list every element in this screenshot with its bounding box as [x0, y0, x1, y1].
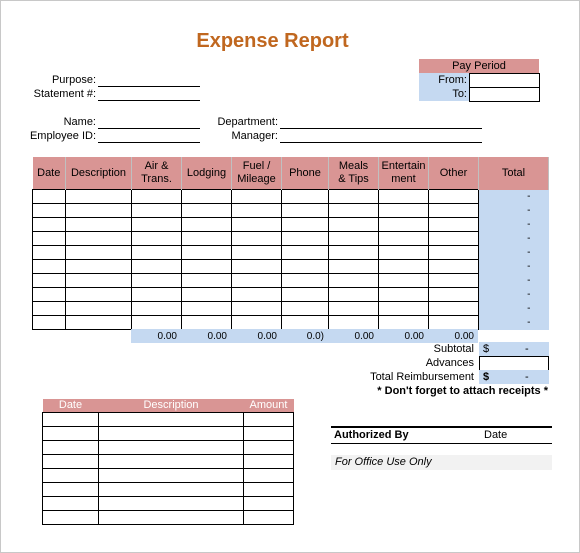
table-cell[interactable] [282, 246, 329, 260]
authorization-date-label: Date [484, 429, 508, 441]
department-field[interactable] [280, 115, 482, 129]
advances-row [43, 469, 294, 483]
reimbursement-cell [479, 370, 549, 384]
blank-cell [65, 329, 131, 343]
advances-cell[interactable] [43, 455, 99, 469]
table-cell[interactable] [232, 288, 282, 302]
table-row [33, 302, 549, 316]
advances-cell[interactable] [244, 427, 294, 441]
advances-row [43, 511, 294, 525]
column-header: Meals & Tips [329, 157, 379, 190]
subtotal-value: - [525, 343, 529, 355]
table-cell[interactable] [329, 274, 379, 288]
table-cell[interactable] [132, 274, 182, 288]
advances-header-row [43, 399, 294, 413]
pay-period-to-label: To: [419, 87, 469, 101]
column-total-cell: 0.00 [378, 329, 428, 343]
table-cell[interactable] [182, 232, 232, 246]
table-cell[interactable] [379, 190, 429, 204]
table-cell[interactable] [282, 274, 329, 288]
table-cell[interactable] [182, 260, 232, 274]
employee-id-field[interactable] [98, 129, 200, 143]
table-cell[interactable] [232, 316, 282, 330]
row-total-cell: - [479, 190, 549, 204]
column-total-cell: 0.00 [328, 329, 378, 343]
advances-cell[interactable] [99, 483, 244, 497]
advances-cell[interactable] [99, 427, 244, 441]
column-header: Description [66, 157, 132, 190]
table-row [33, 204, 549, 218]
reimbursement-label: Total Reimbursement [370, 371, 474, 383]
column-header: Fuel / Mileage [232, 157, 282, 190]
row-total-cell: - [479, 260, 549, 274]
table-cell[interactable] [232, 260, 282, 274]
advances-cell[interactable] [244, 455, 294, 469]
advances-cell[interactable] [244, 497, 294, 511]
table-cell[interactable] [379, 316, 429, 330]
table-cell[interactable] [132, 246, 182, 260]
advances-cell[interactable] [99, 469, 244, 483]
name-field[interactable] [98, 115, 200, 129]
table-cell[interactable] [33, 190, 66, 204]
advances-label: Advances [425, 357, 474, 369]
table-cell[interactable] [429, 190, 479, 204]
table-cell[interactable] [66, 218, 132, 232]
office-use-label: For Office Use Only [335, 456, 432, 468]
table-cell[interactable] [282, 316, 329, 330]
advances-row [43, 483, 294, 497]
table-cell[interactable] [329, 260, 379, 274]
table-cell[interactable] [379, 274, 429, 288]
advances-cell[interactable] [43, 469, 99, 483]
authorized-by-label: Authorized By [334, 429, 409, 441]
advances-cell[interactable] [244, 511, 294, 525]
table-cell[interactable] [329, 288, 379, 302]
advances-cell[interactable] [244, 469, 294, 483]
row-total-cell: - [479, 204, 549, 218]
table-cell[interactable] [132, 190, 182, 204]
advances-field[interactable] [479, 356, 549, 371]
advances-cell[interactable] [43, 441, 99, 455]
table-row [33, 232, 549, 246]
column-total-cell: 0.00 [231, 329, 281, 343]
pay-period-to-field[interactable] [469, 87, 540, 102]
table-cell[interactable] [66, 246, 132, 260]
page-title: Expense Report [196, 30, 349, 52]
column-totals-table [32, 329, 478, 343]
pay-period-header: Pay Period [419, 59, 539, 73]
table-cell[interactable] [132, 288, 182, 302]
table-cell[interactable] [66, 204, 132, 218]
table-cell[interactable] [33, 232, 66, 246]
statement-field[interactable] [98, 87, 200, 101]
table-cell[interactable] [282, 288, 329, 302]
table-cell[interactable] [66, 274, 132, 288]
advances-column-header: Amount [244, 399, 294, 413]
advances-cell[interactable] [43, 483, 99, 497]
table-row [33, 218, 549, 232]
table-cell[interactable] [429, 232, 479, 246]
table-cell[interactable] [33, 260, 66, 274]
table-cell[interactable] [282, 190, 329, 204]
reimbursement-currency: $ [483, 371, 490, 383]
advances-row [43, 441, 294, 455]
office-use-band [331, 455, 552, 470]
advances-row [43, 427, 294, 441]
table-cell[interactable] [329, 204, 379, 218]
expense-body [33, 190, 549, 330]
table-cell[interactable] [379, 218, 429, 232]
table-cell[interactable] [329, 218, 379, 232]
column-header: Phone [282, 157, 329, 190]
table-cell[interactable] [33, 274, 66, 288]
table-cell[interactable] [429, 204, 479, 218]
column-header: Date [33, 157, 66, 190]
table-cell[interactable] [282, 260, 329, 274]
table-cell[interactable] [429, 288, 479, 302]
department-label: Department: [217, 116, 278, 128]
table-cell[interactable] [182, 190, 232, 204]
table-cell[interactable] [232, 232, 282, 246]
purpose-label: Purpose: [51, 74, 96, 86]
advances-cell[interactable] [244, 441, 294, 455]
table-row [33, 260, 549, 274]
manager-label: Manager: [231, 130, 278, 142]
table-cell[interactable] [182, 204, 232, 218]
table-cell[interactable] [182, 218, 232, 232]
table-cell[interactable] [282, 218, 329, 232]
reimbursement-value: - [525, 371, 529, 383]
table-cell[interactable] [132, 218, 182, 232]
advances-column-header: Description [99, 399, 244, 413]
table-cell[interactable] [33, 288, 66, 302]
table-cell[interactable] [282, 302, 329, 316]
manager-field[interactable] [280, 129, 482, 143]
column-total-cell: 0.00 [131, 329, 181, 343]
expense-table [32, 157, 549, 330]
table-row [33, 246, 549, 260]
table-cell[interactable] [33, 246, 66, 260]
table-cell[interactable] [232, 246, 282, 260]
advances-cell[interactable] [99, 511, 244, 525]
receipt-reminder: * Don't forget to attach receipts * [377, 385, 548, 397]
employee-id-label: Employee ID: [29, 130, 96, 142]
column-totals-row [32, 329, 478, 343]
advances-row [43, 455, 294, 469]
table-cell[interactable] [33, 302, 66, 316]
table-cell[interactable] [329, 190, 379, 204]
signature-line[interactable] [331, 442, 552, 444]
table-cell[interactable] [379, 246, 429, 260]
row-total-cell: - [479, 274, 549, 288]
table-cell[interactable] [33, 218, 66, 232]
expense-header-row [33, 157, 549, 190]
table-cell[interactable] [66, 232, 132, 246]
blank-cell [32, 329, 65, 343]
column-header: Total [479, 157, 549, 190]
table-cell[interactable] [282, 232, 329, 246]
advances-cell[interactable] [99, 497, 244, 511]
table-cell[interactable] [329, 232, 379, 246]
subtotal-cell [479, 342, 549, 356]
table-cell[interactable] [429, 246, 479, 260]
table-cell[interactable] [232, 274, 282, 288]
table-cell[interactable] [182, 302, 232, 316]
advances-table [42, 399, 294, 525]
table-cell[interactable] [329, 246, 379, 260]
table-cell[interactable] [132, 204, 182, 218]
table-cell[interactable] [232, 190, 282, 204]
table-cell[interactable] [182, 288, 232, 302]
table-cell[interactable] [232, 218, 282, 232]
table-cell[interactable] [132, 260, 182, 274]
column-header: Other [429, 157, 479, 190]
table-cell[interactable] [429, 302, 479, 316]
column-header: Air & Trans. [132, 157, 182, 190]
name-label: Name: [63, 116, 96, 128]
table-cell[interactable] [232, 302, 282, 316]
advances-row [43, 413, 294, 427]
table-cell[interactable] [33, 316, 66, 330]
pay-period-from-label: From: [419, 73, 469, 87]
table-cell[interactable] [66, 302, 132, 316]
advances-cell[interactable] [43, 497, 99, 511]
row-total-cell: - [479, 218, 549, 232]
table-row [33, 288, 549, 302]
table-cell[interactable] [132, 302, 182, 316]
statement-label: Statement #: [33, 88, 96, 100]
advances-cell[interactable] [99, 441, 244, 455]
table-row [33, 274, 549, 288]
table-cell[interactable] [282, 204, 329, 218]
table-cell[interactable] [429, 316, 479, 330]
advances-cell[interactable] [43, 511, 99, 525]
table-cell[interactable] [429, 218, 479, 232]
table-cell[interactable] [66, 260, 132, 274]
row-total-cell: - [479, 288, 549, 302]
column-total-cell: 0.00 [428, 329, 478, 343]
advances-row [43, 497, 294, 511]
table-cell[interactable] [66, 316, 132, 330]
table-cell[interactable] [379, 260, 429, 274]
advances-body [43, 413, 294, 525]
table-cell[interactable] [429, 260, 479, 274]
table-cell[interactable] [379, 204, 429, 218]
advances-cell[interactable] [244, 483, 294, 497]
table-cell[interactable] [329, 302, 379, 316]
purpose-field[interactable] [98, 73, 200, 87]
table-cell[interactable] [379, 302, 429, 316]
table-cell[interactable] [429, 274, 479, 288]
table-cell[interactable] [33, 204, 66, 218]
advances-cell[interactable] [244, 413, 294, 427]
column-header: Lodging [182, 157, 232, 190]
row-total-cell: - [479, 246, 549, 260]
table-cell[interactable] [66, 190, 132, 204]
advances-cell[interactable] [99, 455, 244, 469]
column-total-cell: 0.0) [281, 329, 328, 343]
subtotal-label: Subtotal [433, 343, 474, 355]
table-cell[interactable] [66, 288, 132, 302]
table-cell[interactable] [232, 204, 282, 218]
table-cell[interactable] [329, 316, 379, 330]
table-row [33, 190, 549, 204]
advances-cell[interactable] [99, 413, 244, 427]
column-total-cell: 0.00 [181, 329, 231, 343]
table-cell[interactable] [182, 316, 232, 330]
row-total-cell: - [479, 316, 549, 330]
table-cell[interactable] [132, 316, 182, 330]
column-header: Entertain ment [379, 157, 429, 190]
row-total-cell: - [479, 232, 549, 246]
row-total-cell: - [479, 302, 549, 316]
advances-column-header: Date [43, 399, 99, 413]
subtotal-currency: $ [483, 343, 490, 355]
advances-cell[interactable] [43, 413, 99, 427]
table-cell[interactable] [379, 288, 429, 302]
table-cell[interactable] [379, 232, 429, 246]
table-cell[interactable] [182, 274, 232, 288]
table-row [33, 316, 549, 330]
advances-cell[interactable] [43, 427, 99, 441]
table-cell[interactable] [182, 246, 232, 260]
table-cell[interactable] [132, 232, 182, 246]
pay-period-from-field[interactable] [469, 73, 540, 88]
